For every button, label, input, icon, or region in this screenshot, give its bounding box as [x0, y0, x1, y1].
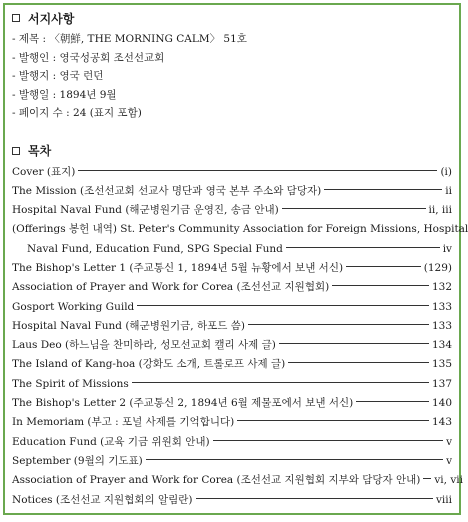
- meta-date: - 발행일 : 1894년 9월: [12, 88, 117, 101]
- toc-entry: [12, 375, 452, 394]
- toc-entry-title: Association of Prayer and Work for Corea (조선선교 지원협회 지부와 담당자 안내): [12, 474, 421, 487]
- toc-entry-page: 134: [431, 339, 452, 352]
- toc-entry: [12, 220, 468, 239]
- toc-entry-title: Hospital Naval Fund (해군병원기금, 하포드 씀): [12, 319, 245, 332]
- toc-leader: [146, 459, 443, 460]
- toc-leader: [423, 478, 431, 479]
- toc-leader: [137, 305, 429, 306]
- toc-entry-title: Association of Prayer and Work for Corea (조선선교 지원협회): [12, 281, 330, 294]
- toc-entry: [12, 355, 452, 374]
- toc-entry-page: vi, vii: [434, 474, 463, 487]
- toc-entry-title: Laus Deo (하느님을 찬미하라, 성모선교회 캘리 사제 글): [12, 339, 276, 352]
- toc-entry-page: 133: [431, 319, 452, 332]
- toc-leader: [213, 440, 443, 441]
- meta-title: - 제목 : 〈朝鮮, THE MORNING CALM〉 51호: [12, 33, 247, 45]
- toc-entry-title: Naval Fund, Education Fund, SPG Special Fund: [27, 242, 283, 255]
- toc-entry-title: The Spirit of Missions: [12, 377, 129, 390]
- toc-entry-title: Cover (표지): [12, 165, 76, 178]
- meta-pages: - 페이지 수 : 24 (표지 포함): [12, 107, 142, 119]
- toc-entry-title: The Bishop's Letter 1 (주교통신 1, 1894년 5월 뉴황에서 보낸 서신): [12, 261, 344, 274]
- checkbox-icon: [12, 14, 20, 22]
- toc-leader: [282, 208, 426, 209]
- toc-list: [12, 163, 468, 510]
- toc-leader: [132, 382, 429, 383]
- document-frame: [3, 3, 468, 515]
- toc-entry-page: (i): [440, 165, 452, 178]
- checkbox-icon: [12, 147, 20, 155]
- toc-leader: [346, 266, 421, 267]
- toc-leader: [332, 285, 429, 286]
- bibliography-title: 서지사항: [28, 11, 75, 26]
- toc-entry: [12, 336, 452, 355]
- toc-entry: [12, 394, 452, 413]
- toc-entry-page: ii, iii: [428, 204, 452, 217]
- toc-entry: [12, 201, 452, 220]
- toc-entry: [12, 163, 452, 182]
- toc-leader: [279, 343, 429, 344]
- toc-entry: [12, 491, 452, 510]
- toc-entry-page: 137: [431, 377, 452, 390]
- toc-entry-title: (Offerings 봉헌 내역) St. Peter's Community Association for Foreign Missions, Hospital: [12, 223, 468, 236]
- toc-leader: [324, 189, 442, 190]
- toc-entry-title: Hospital Naval Fund (해군병원기금 운영진, 송금 안내): [12, 204, 279, 217]
- toc-entry-title: September (9월의 기도표): [12, 454, 143, 467]
- toc-leader: [237, 420, 429, 421]
- toc-entry: [12, 298, 452, 317]
- toc-entry-title: Gosport Working Guild: [12, 300, 135, 313]
- toc-entry: [12, 433, 452, 452]
- toc-entry-page: iv: [442, 242, 452, 255]
- toc-entry-page: 133: [431, 300, 452, 313]
- toc-entry-page: 140: [431, 397, 452, 410]
- toc-leader: [196, 498, 433, 499]
- toc-entry: [12, 317, 452, 336]
- toc-entry-title: The Mission (조선선교회 선교사 명단과 영국 본부 주소와 담당자): [12, 184, 322, 197]
- toc-entry-page: (129): [423, 261, 452, 274]
- toc-entry-page: 132: [431, 281, 452, 294]
- bibliography-heading: [12, 10, 452, 26]
- toc-entry-title: In Memoriam (부고 : 포널 사제를 기억합니다): [12, 416, 235, 429]
- toc-leader: [78, 170, 437, 171]
- meta-publisher: - 발행인 : 영국성공회 조선선교회: [12, 51, 165, 64]
- toc-entry-page: v: [446, 454, 452, 467]
- toc-entry: [12, 278, 452, 297]
- toc-entry-page: 143: [431, 416, 452, 429]
- toc-title: 목차: [28, 144, 52, 158]
- toc-entry-page: v: [446, 435, 452, 448]
- toc-entry: [12, 413, 452, 432]
- toc-entry-title: The Island of Kang-hoa (강화도 소개, 트롤로프 사제 글): [12, 358, 286, 371]
- toc-entry: [12, 240, 452, 259]
- toc-entry-title: The Bishop's Letter 2 (주교통신 2, 1894년 6월 제물포에서 보낸 서신): [12, 397, 354, 410]
- toc-leader: [248, 324, 429, 325]
- toc-leader: [356, 401, 429, 402]
- toc-entry: [12, 452, 452, 471]
- toc-entry-title: Notices (조선선교 지원협회의 알림란): [12, 493, 193, 506]
- toc-entry: [12, 471, 463, 490]
- toc-heading: [12, 143, 452, 159]
- toc-leader: [288, 362, 429, 363]
- toc-entry-page: viii: [435, 493, 452, 506]
- toc-entry: [12, 259, 452, 278]
- toc-leader: [286, 247, 440, 248]
- toc-entry: [12, 182, 452, 201]
- toc-entry-title: Education Fund (교육 기금 위원회 안내): [12, 435, 210, 448]
- toc-entry-page: 135: [431, 358, 452, 371]
- meta-place: - 발행지 : 영국 런던: [12, 70, 104, 82]
- toc-entry-page: ii: [445, 184, 452, 197]
